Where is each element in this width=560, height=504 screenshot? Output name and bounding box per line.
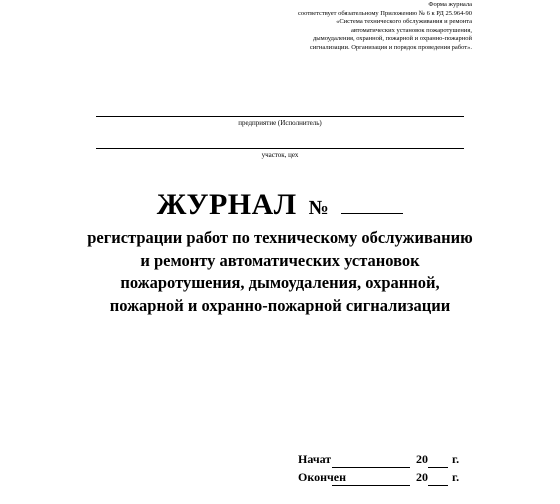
- journal-subtitle: [40, 227, 520, 317]
- end-year-blank: [428, 473, 448, 486]
- enterprise-fill-line: [96, 116, 464, 117]
- year-prefix: 20: [416, 470, 428, 484]
- end-label: Окончен: [298, 470, 347, 484]
- end-date-blank: [332, 473, 410, 486]
- title-word: ЖУРНАЛ: [156, 188, 297, 221]
- subtitle-line: регистрации работ по техническому обслуживанию: [87, 228, 473, 247]
- section-caption: участок, цех: [261, 151, 299, 159]
- form-reference-note: [212, 1, 472, 53]
- year-prefix: 20: [416, 452, 428, 466]
- start-date-blank: [332, 455, 410, 468]
- section-fill-line: [96, 148, 464, 149]
- date-block: [298, 450, 498, 486]
- subtitle-line: и ремонту автоматических установок: [140, 250, 420, 270]
- note-line: автоматических установок пожаротушения,: [350, 26, 472, 34]
- enterprise-caption: предприятие (Исполнитель): [238, 119, 322, 127]
- note-line: дымоудаления, охранной, пожарной и охранно-пожарной: [313, 35, 472, 43]
- note-line: сигнализации. Организация и порядок проведения работ».: [309, 43, 472, 51]
- year-suffix: г.: [452, 452, 460, 466]
- subtitle-line: пожаротушения, дымоудаления, охранной,: [120, 273, 440, 292]
- journal-title: [0, 189, 560, 224]
- subtitle-line: пожарной и охранно-пожарной сигнализации: [109, 295, 451, 315]
- note-line: «Система технического обслуживания и ремонта: [336, 18, 472, 26]
- note-line: соответствует обязательному Приложению № 6 к РД 25.964-90: [298, 9, 472, 17]
- year-suffix: г.: [452, 470, 460, 484]
- start-year-blank: [428, 455, 448, 468]
- start-date-row: [298, 450, 498, 468]
- start-label: Начат: [298, 452, 332, 466]
- note-line: Форма журнала: [428, 1, 472, 8]
- end-date-row: [298, 468, 498, 486]
- journal-number-blank: [341, 191, 403, 214]
- number-sign: №: [308, 197, 330, 219]
